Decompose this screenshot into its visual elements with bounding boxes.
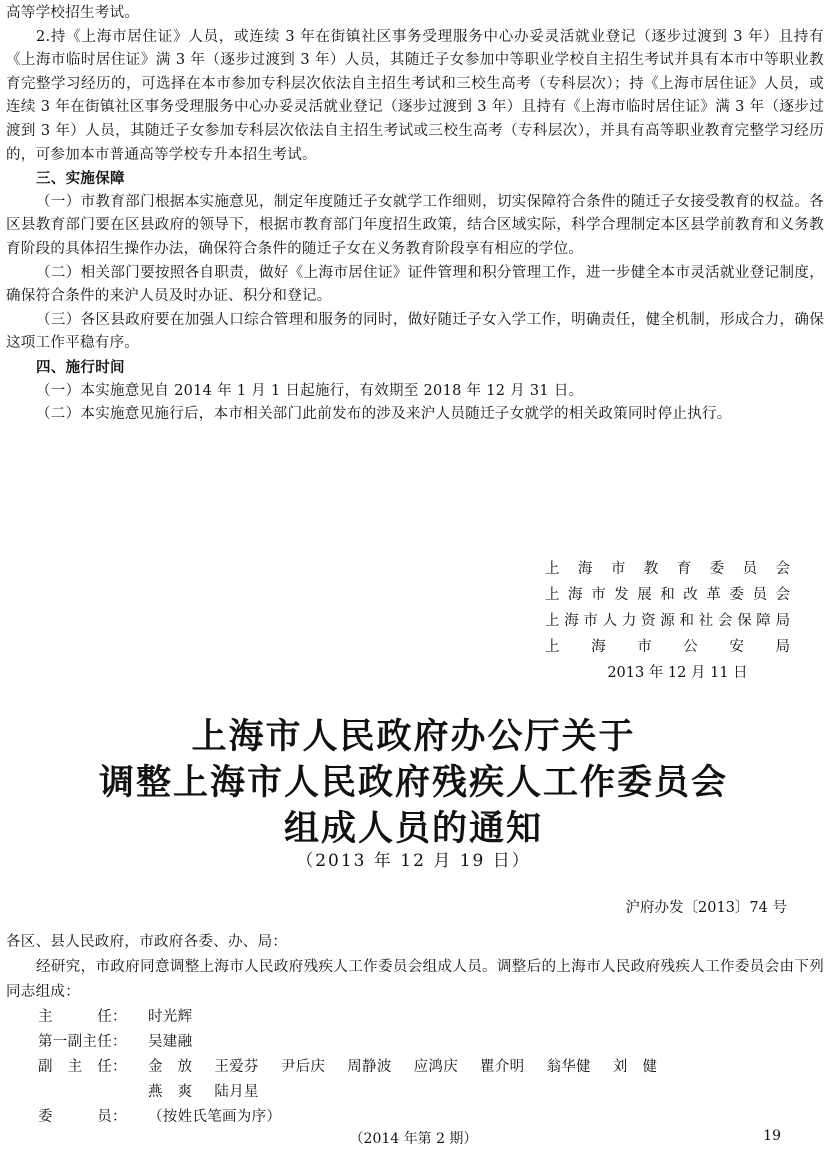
signatory: 上海市发展和改革委员会: [545, 587, 790, 603]
deputy-name: 王爱芬: [214, 1059, 259, 1075]
title-line: 组成人员的通知: [283, 808, 543, 849]
deputy-row-continued: [6, 1080, 824, 1105]
title-date: （2013 年 12 月 19 日）: [296, 851, 531, 871]
section-heading: 四、施行时间: [36, 358, 125, 376]
signatory: 上海市公安局: [545, 639, 790, 655]
deputy-row: [6, 1055, 824, 1080]
body-paragraph: （二）本实施意见施行后，本市相关部门此前发布的涉及来沪人员随迁子女就学的相关政策同时停止执行。: [36, 406, 732, 423]
title-line: 调整上海市人民政府残疾人工作委员会: [98, 762, 728, 803]
issue-footer: （2014 年第 2 期）: [349, 1131, 478, 1147]
director-row: [6, 1005, 824, 1030]
body-paragraph: （一）市教育部门根据本实施意见，制定年度随迁子女就学工作细则，切实保障符合条件的随迁子女接受教育的权益。各区县教育部门要在区县政府的领导下，根据市教育部门年度招生政策，结合区域实际，科学合理制定本区县学前教育和义务教育阶段的具体招生操作办法，确保符合条件的随迁子女在义务教育阶段享有相应的学位。: [6, 193, 824, 257]
sign-date: 2013 年 12 月 11 日: [607, 665, 748, 681]
addressee: 各区、县人民政府，市政府各委、办、局：: [6, 934, 288, 950]
members-note: （按姓氏笔画为序）: [148, 1109, 282, 1125]
deputy-name: 周静波: [347, 1059, 392, 1075]
deputy-names: [148, 1080, 281, 1105]
role-label: 第一副主任：: [38, 1034, 127, 1050]
section-heading: 三、实施保障: [36, 170, 125, 188]
first-deputy-row: [6, 1030, 824, 1055]
body-paragraph: （一）本实施意见自 2014 年 1 月 1 日起施行，有效期至 2018 年 12 月 31 日。: [36, 382, 584, 399]
members-row: [6, 1105, 824, 1130]
deputy-name: 燕 爽: [148, 1084, 193, 1100]
notice-body: [6, 930, 824, 1130]
role-label: 主 任：: [38, 1009, 127, 1025]
signatory: 上海市人力资源和社会保障局: [545, 613, 790, 629]
deputy-name: 刘 健: [612, 1059, 658, 1075]
deputy-name: 金 放: [148, 1059, 193, 1075]
director-name: 时光辉: [148, 1009, 193, 1025]
document-number: 沪府办发〔2013〕74 号: [625, 900, 787, 916]
deputy-name: 翁华健: [546, 1059, 591, 1075]
title-line: 上海市人民政府办公厅关于: [191, 716, 636, 757]
deputy-name: 应鸿庆: [413, 1059, 459, 1075]
page-number: 19: [763, 1128, 781, 1144]
body-paragraph: 2.持《上海市居住证》人员，或连续 3 年在街镇社区事务受理服务中心办妥灵活就业登记（逐步过渡到 3 年）且持有《上海市临时居住证》满 3 年（逐步过渡到 3 年）人员，其随迁子女参加中等职业学校自主招生考试并具有本市中等职业教育完整学习经历的，可选择在本市参加专科层次依法自主招生考试和三校生高考（专科层次）；持《上海市居住证》人员，或连续 3 年在街镇社区事务受理服务中心办妥灵活就业登记（逐步过渡到 3 年）且持有《上海市临时居住证》满 3 年（逐步过渡到 3 年）人员，其随迁子女参加专科层次依法自主招生考试或三校生高考（专科层次），并具有高等职业教育完整学习经历的，可参加本市普通高等学校专升本招生考试。: [6, 28, 824, 163]
intro-paragraph: 经研究，市政府同意调整上海市人民政府残疾人工作委员会组成人员。调整后的上海市人民政府残疾人工作委员会由下列同志组成：: [6, 959, 824, 1000]
deputy-name: 陆月星: [214, 1084, 259, 1100]
deputy-name: 瞿介明: [480, 1059, 525, 1075]
body-paragraph: （二）相关部门要按照各自职责，做好《上海市居住证》证件管理和积分管理工作，进一步健全本市灵活就业登记制度，确保符合条件的来沪人员及时办证、积分和登记。: [6, 264, 824, 305]
deputy-names: [148, 1055, 679, 1080]
signature-block: [545, 556, 790, 686]
notice-title: [0, 714, 827, 852]
role-label: 委 员：: [38, 1109, 127, 1125]
body-paragraph: 高等学校招生考试。: [6, 5, 140, 21]
deputy-name: 尹后庆: [280, 1059, 326, 1075]
signatory: 上海市教育委员会: [545, 561, 790, 577]
first-deputy-name: 吴建融: [148, 1034, 193, 1050]
role-label: 副 主 任：: [38, 1059, 127, 1075]
body-text: [6, 2, 824, 427]
body-paragraph: （三）各区县政府要在加强人口综合管理和服务的同时，做好随迁子女入学工作，明确责任，健全机制，形成合力，确保这项工作平稳有序。: [6, 311, 824, 352]
